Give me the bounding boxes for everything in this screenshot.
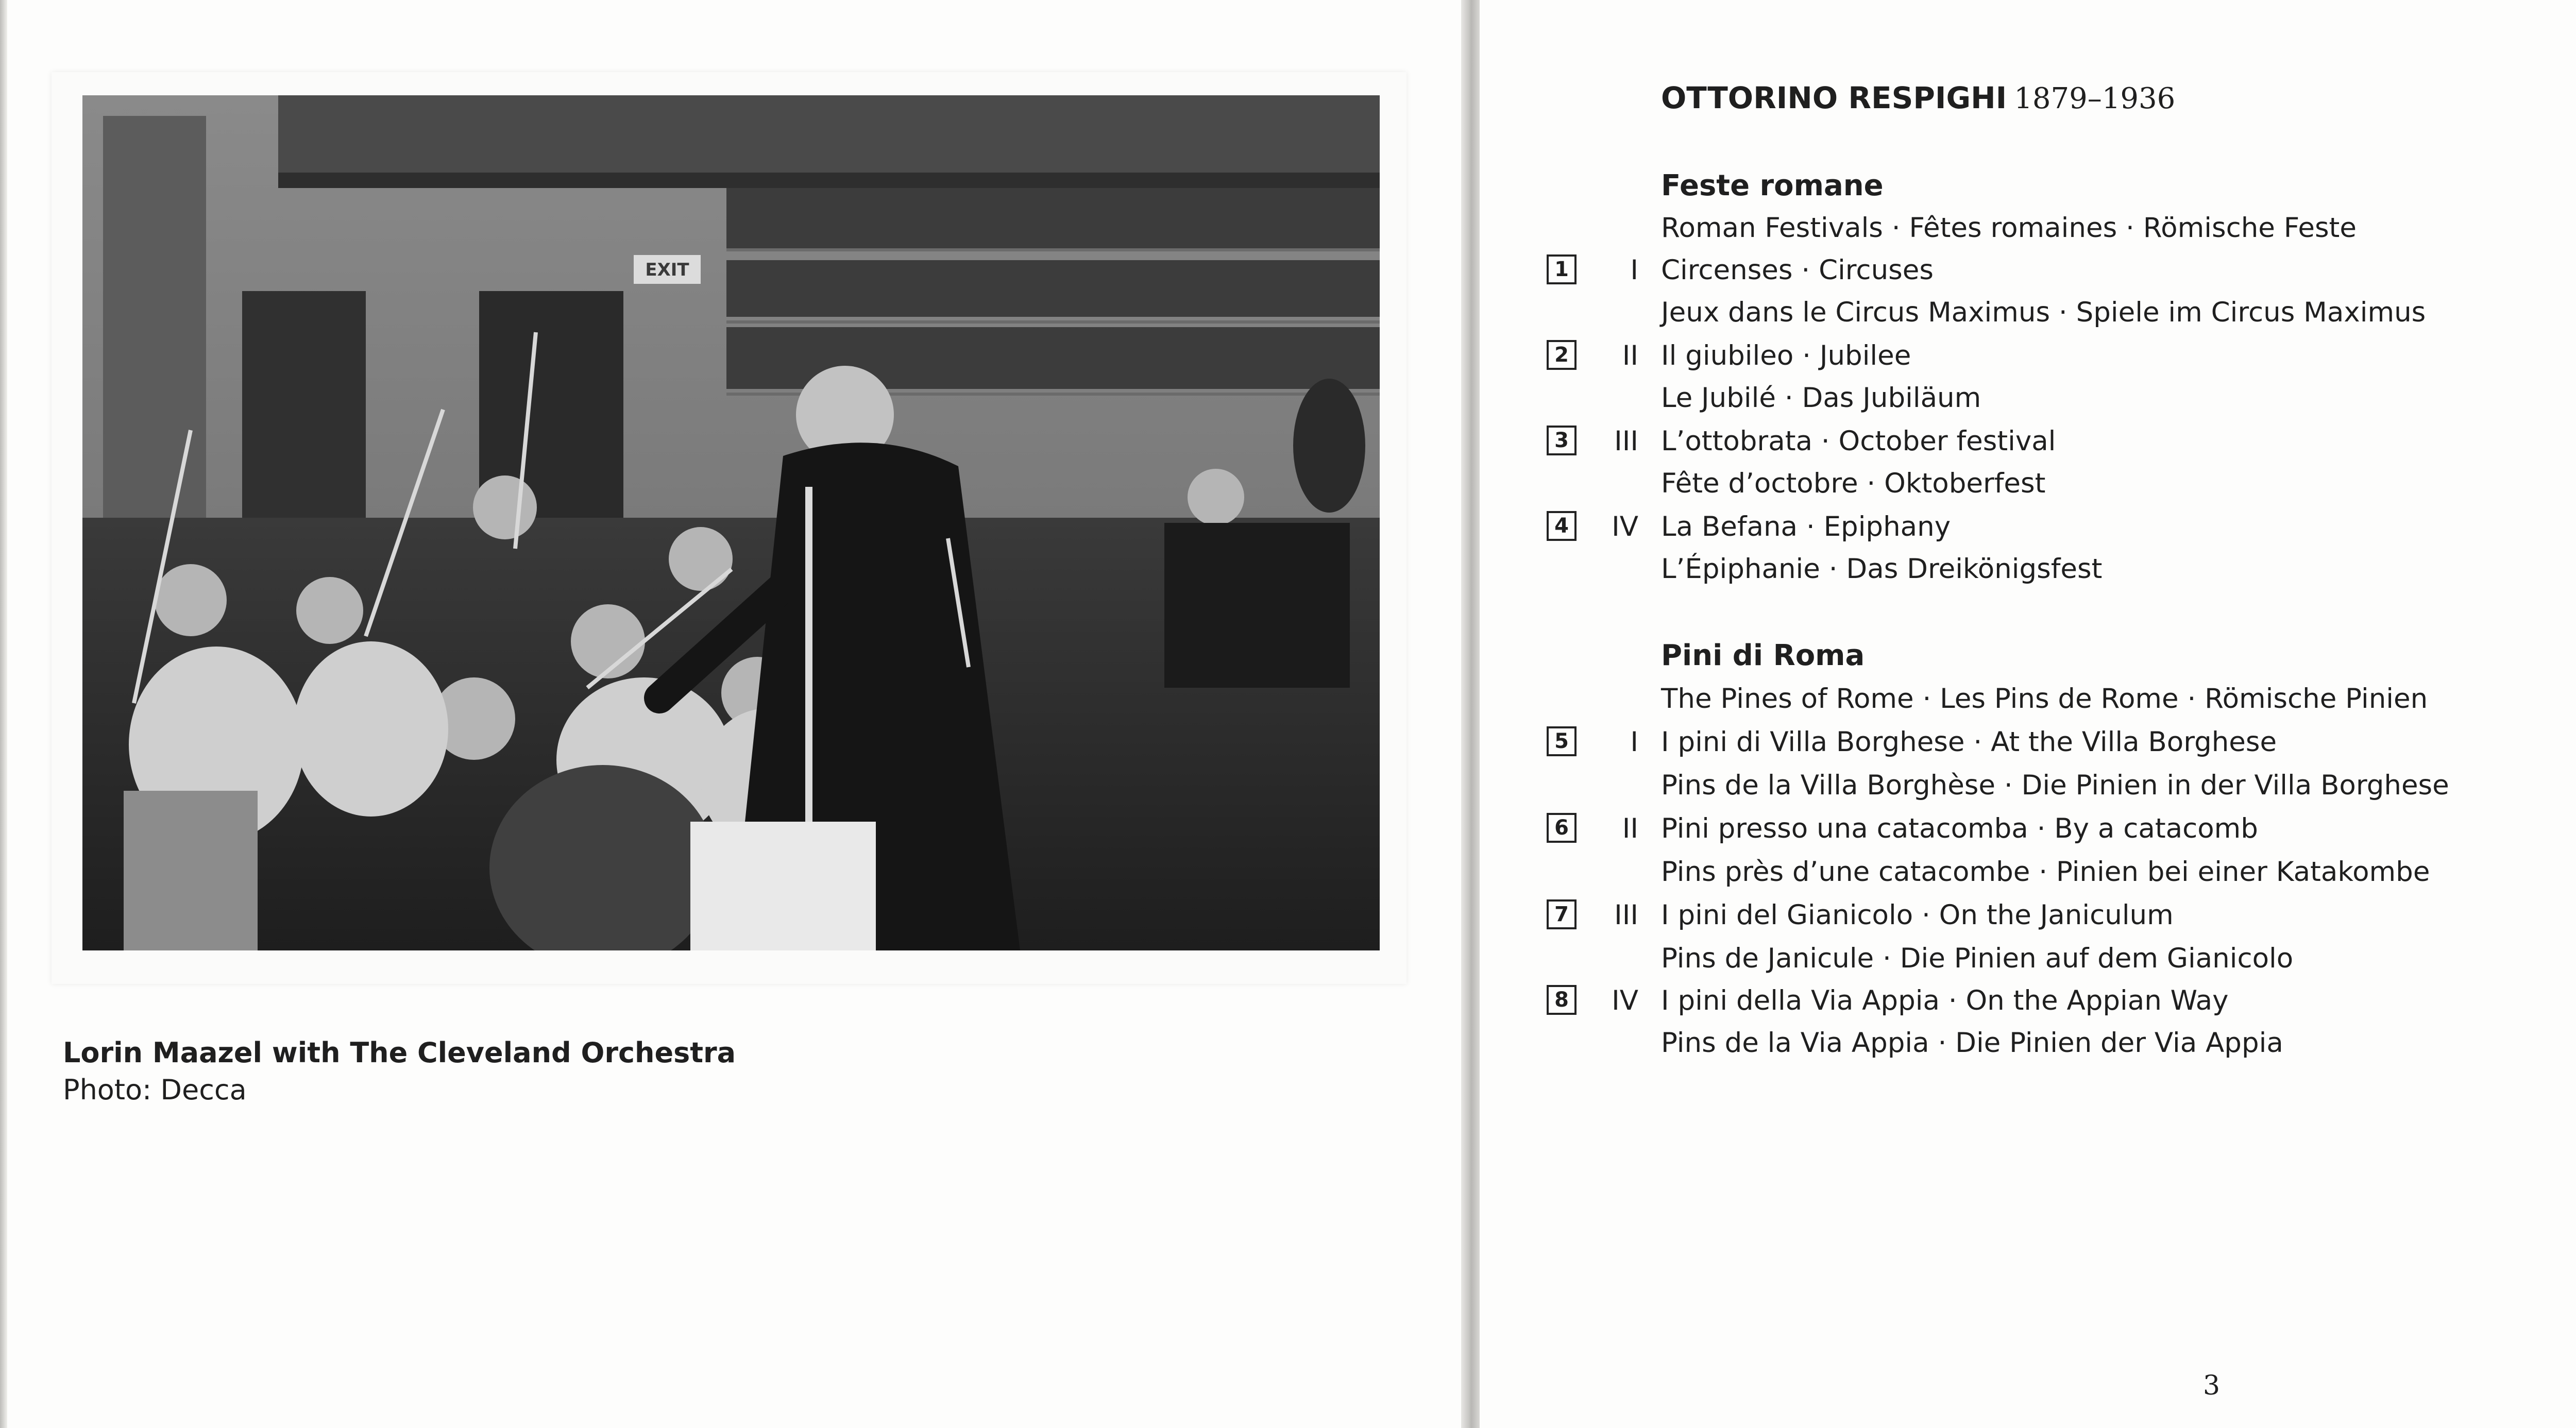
movement-number: I: [1630, 254, 1638, 286]
track-title: I pini di Villa Borghese · At the Villa Borghese: [1661, 726, 2277, 758]
track-title: I pini della Via Appia · On the Appian Way: [1661, 985, 2229, 1016]
track-number-box: 7: [1547, 899, 1577, 929]
track-number-box: 6: [1547, 813, 1577, 843]
track-number-box: 4: [1547, 511, 1577, 541]
track-number-box: 2: [1547, 340, 1577, 370]
orchestra-photo: [82, 95, 1380, 950]
photo-caption: [63, 1034, 736, 1109]
movement-number: I: [1630, 726, 1638, 758]
work-title: Pini di Roma: [1661, 639, 1865, 672]
track-subtitle: Pins près d’une catacombe · Pinien bei einer Katakombe: [1661, 856, 2430, 888]
track-subtitle: Jeux dans le Circus Maximus · Spiele im Circus Maximus: [1661, 297, 2426, 328]
track-number-box: 8: [1547, 985, 1577, 1015]
composer-dates: 1879–1936: [2014, 82, 2176, 115]
track-title: La Befana · Epiphany: [1661, 511, 1951, 542]
page-number: 3: [2203, 1370, 2221, 1401]
track-title: I pini del Gianicolo · On the Janiculum: [1661, 899, 2174, 931]
movement-number: III: [1614, 426, 1638, 457]
track-title: L’ottobrata · October festival: [1661, 426, 2056, 457]
movement-number: II: [1622, 340, 1638, 371]
composer-name: OTTORINO RESPIGHI: [1661, 80, 2007, 115]
movement-number: II: [1622, 813, 1638, 844]
track-number-box: 5: [1547, 726, 1577, 756]
track-subtitle: Le Jubilé · Das Jubiläum: [1661, 382, 1981, 414]
photo-image: [82, 95, 1380, 950]
track-subtitle: Pins de la Villa Borghèse · Die Pinien in der Villa Borghese: [1661, 770, 2449, 801]
exit-sign-text: EXIT: [645, 260, 689, 280]
caption-title: Lorin Maazel with The Cleveland Orchestra: [63, 1036, 736, 1069]
track-subtitle: Pins de la Via Appia · Die Pinien der Via Appia: [1661, 1027, 2283, 1059]
composer-heading: [1661, 80, 2175, 115]
track-title: Pini presso una catacomba · By a catacomb: [1661, 813, 2258, 844]
work-subtitle: Roman Festivals · Fêtes romaines · Römische Feste: [1661, 212, 2357, 244]
track-title: Circenses · Circuses: [1661, 254, 1934, 286]
movement-number: IV: [1612, 985, 1638, 1016]
work-subtitle: The Pines of Rome · Les Pins de Rome · Römische Pinien: [1661, 683, 2428, 715]
book-fold: [1461, 0, 1480, 1428]
caption-credit: Photo: Decca: [63, 1074, 247, 1106]
movement-number: IV: [1612, 511, 1638, 542]
track-number-box: 3: [1547, 426, 1577, 455]
track-subtitle: L’Épiphanie · Das Dreikönigsfest: [1661, 553, 2103, 585]
track-number-box: 1: [1547, 254, 1577, 284]
track-subtitle: Fête d’octobre · Oktoberfest: [1661, 468, 2046, 499]
track-title: Il giubileo · Jubilee: [1661, 340, 1911, 371]
movement-number: III: [1614, 899, 1638, 931]
work-title: Feste romane: [1661, 169, 1884, 202]
page-edge: [0, 0, 7, 1428]
track-subtitle: Pins de Janicule · Die Pinien auf dem Gianicolo: [1661, 943, 2294, 974]
